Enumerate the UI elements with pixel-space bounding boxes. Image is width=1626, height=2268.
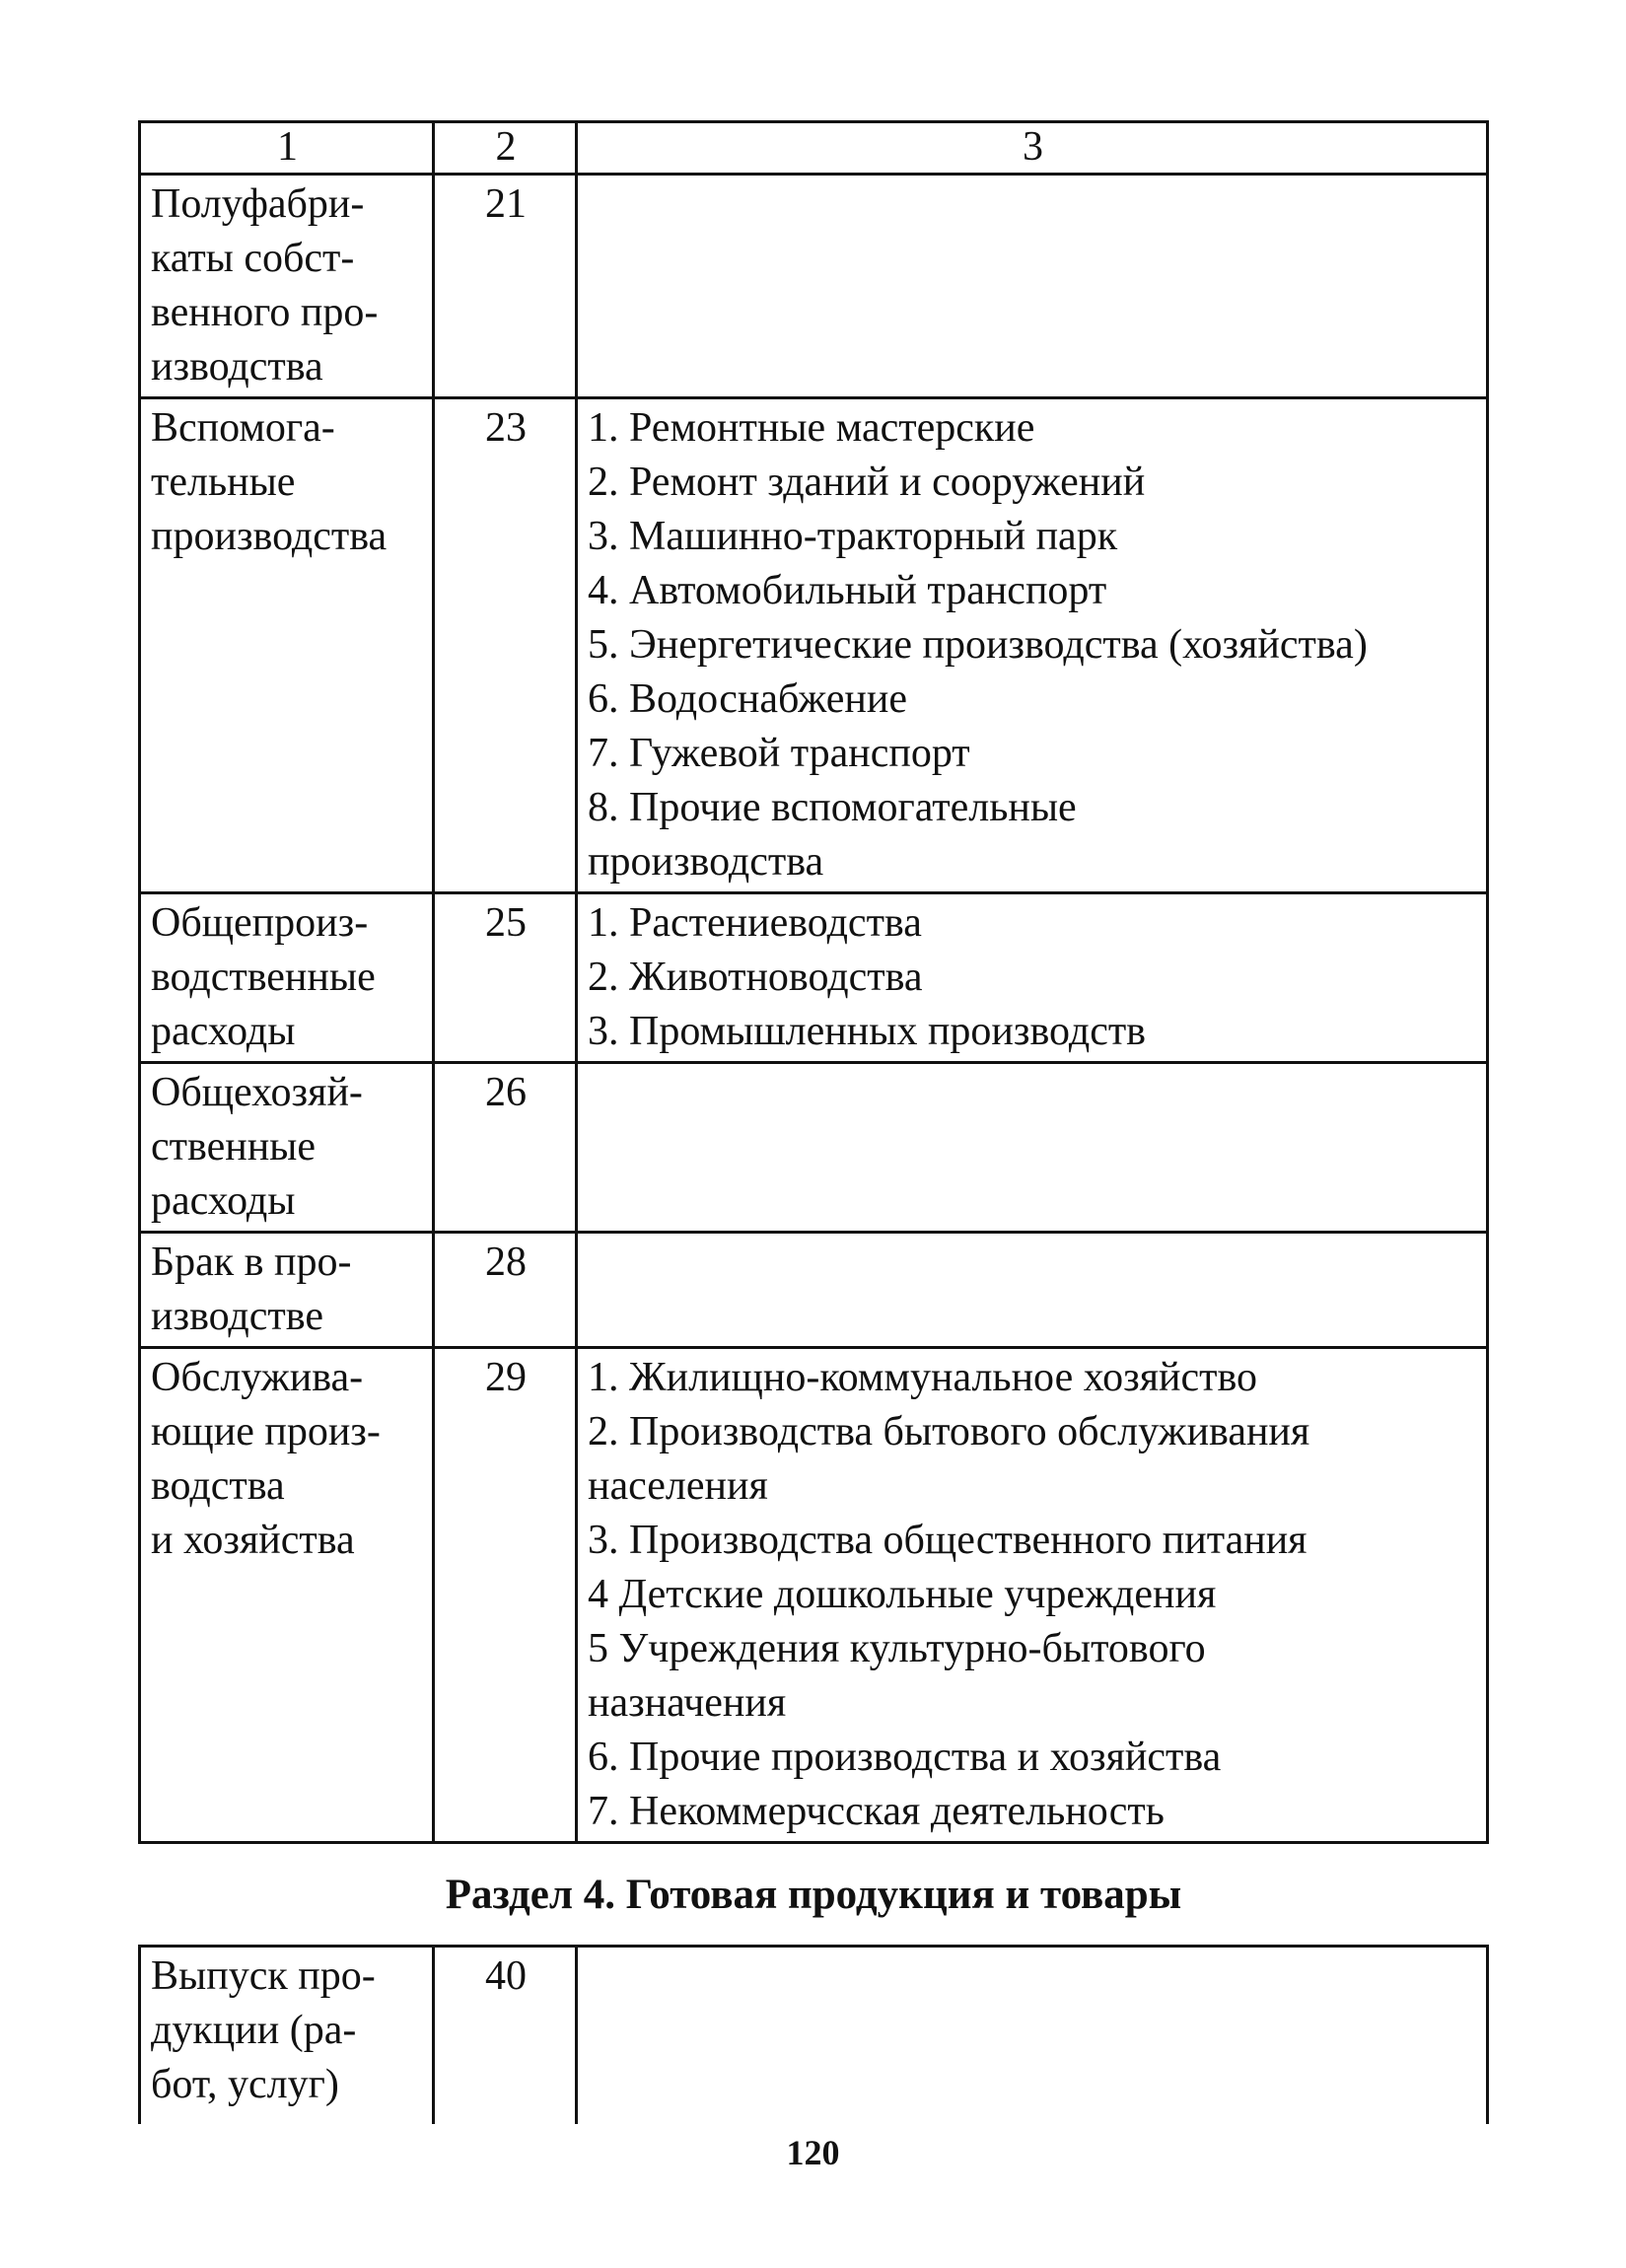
subaccount-item: 2. Животноводства [588, 955, 923, 1000]
account-code-cell: 40 [434, 1947, 577, 2125]
subaccount-item: 1. Растениеводства [588, 900, 922, 946]
account-name-line: тельные [151, 460, 296, 505]
account-name-cell [140, 893, 434, 1063]
subaccount-item: 2. Ремонт зданий и сооружений [588, 460, 1146, 505]
table-row [140, 1348, 1488, 1843]
account-name-line: Обслужива- [151, 1355, 364, 1400]
section-4-title: Раздел 4. Готовая продукция и товары [445, 1872, 1182, 1918]
account-name-line: Брак в про- [151, 1240, 352, 1285]
page-content [138, 120, 1489, 2124]
account-name-cell [140, 1063, 434, 1233]
subaccounts-cell [577, 398, 1488, 893]
account-name-cell [140, 1233, 434, 1348]
account-name-cell [140, 1947, 434, 2125]
subaccount-item: 2. Производства бытового обслуживания [588, 1409, 1310, 1454]
subaccounts-cell [577, 1947, 1488, 2125]
subaccounts-cell [577, 893, 1488, 1063]
table-row [140, 1063, 1488, 1233]
subaccount-item: 7. Некоммерчсская деятельность [588, 1789, 1165, 1834]
account-name-line: изводства [151, 344, 323, 390]
account-code-cell: 28 [434, 1233, 577, 1348]
account-name-cell [140, 175, 434, 398]
header-col-2: 2 [434, 122, 577, 175]
table-row [140, 1947, 1488, 2125]
account-name-cell [140, 1348, 434, 1843]
subaccount-item: 6. Прочие производства и хозяйства [588, 1735, 1222, 1780]
account-name-line: Полуфабри- [151, 181, 365, 227]
subaccount-item: 4. Автомобильный транспорт [588, 568, 1107, 613]
account-name-line: производства [151, 514, 388, 559]
account-name-line: расходы [151, 1178, 296, 1224]
account-name-line: бот, услуг) [151, 2062, 339, 2107]
table-row [140, 1233, 1488, 1348]
subaccounts-cell [577, 1348, 1488, 1843]
header-col-1: 1 [140, 122, 434, 175]
account-name-line: Выпуск про- [151, 1953, 376, 1999]
subaccount-item: 4 Детские дошкольные учреждения [588, 1572, 1217, 1617]
subaccount-item: 3. Производства общественного питания [588, 1518, 1308, 1563]
subaccount-item: 6. Водоснабжение [588, 676, 908, 722]
account-name-line: дукции (ра- [151, 2008, 357, 2053]
subaccounts-cell [577, 1233, 1488, 1348]
subaccount-item: 3. Машинно-тракторный парк [588, 514, 1118, 559]
account-code-cell: 25 [434, 893, 577, 1063]
account-name-line: венного про- [151, 290, 379, 335]
account-name-line: ющие произ- [151, 1409, 381, 1454]
account-name-line: водства [151, 1463, 285, 1509]
subaccount-item: 1. Жилищно-коммунальное хозяйство [588, 1355, 1258, 1400]
header-col-3: 3 [577, 122, 1488, 175]
account-name-cell [140, 398, 434, 893]
subaccount-item: 7. Гужевой транспорт [588, 731, 970, 776]
subaccount-item: производства [588, 839, 824, 885]
subaccount-item: 5. Энергетические производства (хозяйства) [588, 622, 1368, 668]
account-code-cell: 21 [434, 175, 577, 398]
table-row [140, 398, 1488, 893]
account-code-cell: 26 [434, 1063, 577, 1233]
account-name-line: Общепроиз- [151, 900, 369, 946]
section-4-table [138, 1945, 1489, 2124]
account-name-line: расходы [151, 1009, 296, 1054]
accounts-table [138, 120, 1489, 1844]
subaccount-item: 1. Ремонтные мастерские [588, 405, 1035, 451]
subaccount-item: 3. Промышленных производств [588, 1009, 1147, 1054]
account-code-cell: 23 [434, 398, 577, 893]
page-number: 120 [786, 2133, 840, 2172]
account-name-line: и хозяйства [151, 1518, 355, 1563]
account-code-cell: 29 [434, 1348, 577, 1843]
account-name-line: Вспомога- [151, 405, 335, 451]
subaccount-item: назначения [588, 1680, 787, 1726]
subaccount-item: 5 Учреждения культурно-бытового [588, 1626, 1206, 1671]
table-row [140, 893, 1488, 1063]
subaccount-item: 8. Прочие вспомогательные [588, 785, 1077, 830]
account-name-line: изводстве [151, 1294, 323, 1339]
account-name-line: Общехозяй- [151, 1070, 363, 1115]
subaccounts-cell [577, 175, 1488, 398]
table-header-row [140, 122, 1488, 175]
account-name-line: каты собст- [151, 236, 355, 281]
subaccount-item: населения [588, 1463, 768, 1509]
account-name-line: ственные [151, 1124, 317, 1169]
subaccounts-cell [577, 1063, 1488, 1233]
account-name-line: водственные [151, 955, 376, 1000]
table-row [140, 175, 1488, 398]
